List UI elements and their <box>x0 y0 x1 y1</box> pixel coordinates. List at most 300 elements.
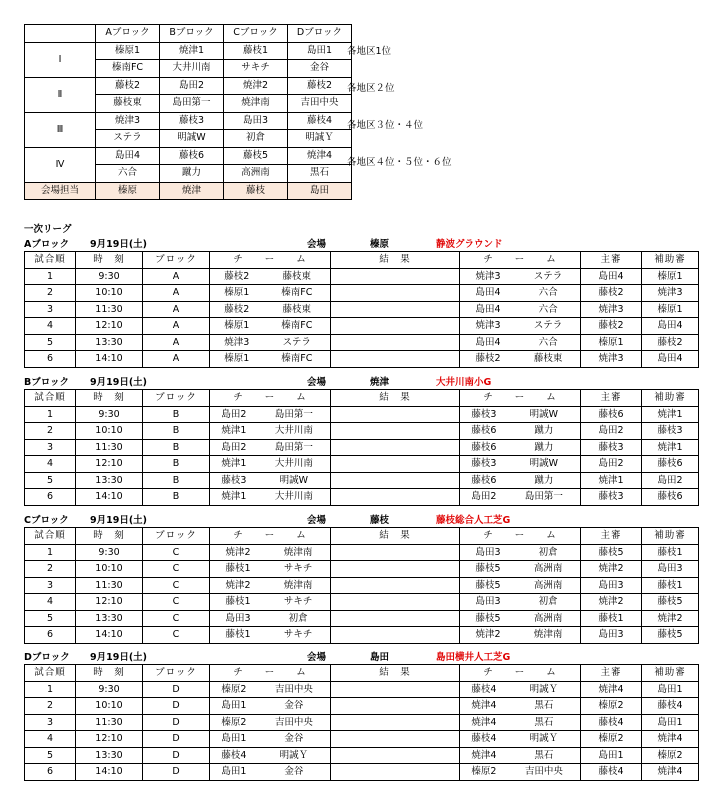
table-row <box>25 681 699 698</box>
block-section <box>24 512 699 644</box>
schedule-header-assistant: 補助審 <box>642 528 699 545</box>
result-cell <box>331 714 396 731</box>
summary-team-cell: 島田第一 <box>160 95 224 113</box>
block-title: Cブロック <box>24 515 69 526</box>
section-date: 9月19日(土) <box>90 515 148 526</box>
away-team-cell: 明誠Ｙ <box>508 731 581 748</box>
match-block-cell: C <box>143 544 210 561</box>
summary-team-cell: サキチ <box>224 60 288 78</box>
match-block-cell: C <box>143 577 210 594</box>
assistant-referee-cell: 榛原2 <box>642 747 699 764</box>
home-team-cell: 島田2 <box>210 406 258 423</box>
match-time-cell: 9:30 <box>76 544 143 561</box>
away-team-cell: 榛原2 <box>460 764 508 781</box>
home-team-cell: 焼津南 <box>266 544 330 561</box>
away-team-cell: 明誠W <box>508 456 581 473</box>
home-team-cell: 金谷 <box>258 731 331 748</box>
table-row <box>25 351 699 368</box>
match-block-cell: D <box>143 764 210 781</box>
ground-name: 静波グラウンド <box>436 239 503 250</box>
match-block-cell: B <box>143 439 210 456</box>
summary-team-cell: 藤枝6 <box>160 147 224 165</box>
match-block-cell: A <box>143 285 210 302</box>
referee-cell: 焼津3 <box>581 351 642 368</box>
result-cell <box>331 318 396 335</box>
away-team-cell: 六合 <box>516 285 580 302</box>
assistant-referee-cell: 榛原1 <box>642 268 699 285</box>
summary-team-cell: 吉田中央 <box>288 95 352 113</box>
match-order-cell: 4 <box>25 318 76 335</box>
away-team-cell: 藤枝東 <box>516 351 580 368</box>
schedule-table <box>24 527 699 644</box>
match-order-cell: 1 <box>25 544 76 561</box>
home-team-cell: 明誠W <box>258 472 331 489</box>
table-row <box>25 489 699 506</box>
schedule-header-row <box>25 528 699 545</box>
schedule-header-team: チ ー ム <box>210 528 331 545</box>
away-team-cell: 六合 <box>516 301 580 318</box>
venue-label: 会場 <box>307 515 327 526</box>
home-team-cell: 藤枝2 <box>210 301 264 318</box>
ground-name: 大井川南小G <box>436 377 492 388</box>
summary-team-cell: 藤枝5 <box>224 147 288 165</box>
result-cell <box>331 698 396 715</box>
home-team-cell: 焼津南 <box>266 577 330 594</box>
ground-name: 藤枝総合人工芝G <box>436 515 511 526</box>
home-team-cell: 藤枝東 <box>264 301 331 318</box>
result-cell <box>395 489 460 506</box>
schedule-header-referee: 主審 <box>581 252 642 269</box>
referee-cell: 藤枝6 <box>581 406 642 423</box>
match-order-cell: 3 <box>25 577 76 594</box>
match-order-cell: 3 <box>25 439 76 456</box>
schedule-header-referee: 主審 <box>581 665 642 682</box>
schedule-header-time: 時 刻 <box>76 390 143 407</box>
assistant-referee-cell: 藤枝3 <box>642 423 699 440</box>
home-team-cell: 吉田中央 <box>258 714 331 731</box>
away-team-cell: 焼津3 <box>460 268 517 285</box>
result-cell <box>395 714 460 731</box>
home-team-cell: 榛南FC <box>264 285 331 302</box>
referee-cell: 島田2 <box>581 423 642 440</box>
summary-team-cell: 焼津4 <box>288 147 352 165</box>
match-time-cell: 10:10 <box>76 561 143 578</box>
result-cell <box>395 285 460 302</box>
match-order-cell: 1 <box>25 681 76 698</box>
assistant-referee-cell: 島田2 <box>642 472 699 489</box>
summary-team-cell: 藤枝2 <box>288 77 352 95</box>
summary-team-cell: 焼津3 <box>96 112 160 130</box>
schedule-header-referee: 主審 <box>581 390 642 407</box>
summary-team-cell: 藤枝2 <box>96 77 160 95</box>
schedule-header-block: ブロック <box>143 528 210 545</box>
summary-team-cell: 蹴力 <box>160 165 224 183</box>
summary-block-header: Dブロック <box>288 25 352 43</box>
referee-cell: 藤枝4 <box>581 714 642 731</box>
home-team-cell: 島田2 <box>210 439 258 456</box>
referee-cell: 榛原1 <box>581 334 642 351</box>
section-header <box>24 512 699 527</box>
home-team-cell: 島田1 <box>210 731 258 748</box>
match-time-cell: 12:10 <box>76 456 143 473</box>
table-row <box>25 439 699 456</box>
home-team-cell: 大井川南 <box>258 423 331 440</box>
away-team-cell: 高洲南 <box>516 561 580 578</box>
venue-cell: 榛原 <box>96 182 160 200</box>
schedule-header-order: 試合順 <box>25 665 76 682</box>
away-team-cell: 島田2 <box>460 489 508 506</box>
table-row <box>25 698 699 715</box>
schedule-header-order: 試合順 <box>25 528 76 545</box>
venue-name: 島田 <box>370 652 390 663</box>
home-team-cell: サキチ <box>266 561 330 578</box>
summary-team-cell: 明誠Ｙ <box>288 130 352 148</box>
table-row <box>25 561 699 578</box>
result-cell <box>395 456 460 473</box>
away-team-cell: 島田4 <box>460 301 517 318</box>
away-team-cell: 藤枝6 <box>460 439 508 456</box>
home-team-cell: 金谷 <box>258 698 331 715</box>
match-block-cell: D <box>143 714 210 731</box>
away-team-cell: 藤枝6 <box>460 472 508 489</box>
match-order-cell: 4 <box>25 594 76 611</box>
table-row <box>25 577 699 594</box>
away-team-cell: 明誠Ｙ <box>508 681 581 698</box>
assistant-referee-cell: 藤枝6 <box>642 456 699 473</box>
home-team-cell: 吉田中央 <box>258 681 331 698</box>
match-block-cell: D <box>143 681 210 698</box>
summary-team-cell: 島田4 <box>96 147 160 165</box>
schedule-header-team: チ ー ム <box>210 665 331 682</box>
away-team-cell: 島田第一 <box>508 489 581 506</box>
referee-cell: 焼津2 <box>581 561 642 578</box>
schedule-header-row <box>25 390 699 407</box>
match-order-cell: 2 <box>25 698 76 715</box>
result-cell <box>331 301 396 318</box>
summary-team-cell: 黒石 <box>288 165 352 183</box>
table-row <box>25 423 699 440</box>
referee-cell: 焼津2 <box>581 594 642 611</box>
result-cell <box>395 423 460 440</box>
match-time-cell: 12:10 <box>76 594 143 611</box>
table-row <box>25 764 699 781</box>
section-date: 9月19日(土) <box>90 377 148 388</box>
result-cell <box>395 301 460 318</box>
match-order-cell: 6 <box>25 764 76 781</box>
schedule-header-team2: チ ー ム <box>460 528 581 545</box>
block-section <box>24 649 699 781</box>
home-team-cell: 藤枝4 <box>210 747 258 764</box>
match-block-cell: D <box>143 698 210 715</box>
match-order-cell: 4 <box>25 456 76 473</box>
match-order-cell: 5 <box>25 610 76 627</box>
home-team-cell: 明誠Ｙ <box>258 747 331 764</box>
away-team-cell: 島田4 <box>460 285 517 302</box>
table-row <box>25 334 699 351</box>
summary-group-label: Ⅳ <box>25 147 96 182</box>
summary-block-header: Aブロック <box>96 25 160 43</box>
home-team-cell: ステラ <box>264 334 331 351</box>
home-team-cell: 金谷 <box>258 764 331 781</box>
away-team-cell: 島田3 <box>460 544 517 561</box>
away-team-cell: 焼津南 <box>516 627 580 644</box>
match-order-cell: 1 <box>25 406 76 423</box>
away-team-cell: 藤枝4 <box>460 681 508 698</box>
section-header <box>24 374 699 389</box>
summary-team-cell: 藤枝3 <box>160 112 224 130</box>
away-team-cell: 焼津3 <box>460 318 517 335</box>
home-team-cell: 榛原2 <box>210 681 258 698</box>
away-team-cell: 藤枝5 <box>460 561 517 578</box>
home-team-cell: 榛原1 <box>210 285 264 302</box>
home-team-cell: 榛南FC <box>264 351 331 368</box>
home-team-cell: 藤枝東 <box>264 268 331 285</box>
match-block-cell: A <box>143 318 210 335</box>
home-team-cell: サキチ <box>266 627 330 644</box>
assistant-referee-cell: 島田3 <box>642 561 699 578</box>
section-header <box>24 649 699 664</box>
schedule-header-result: 結 果 <box>331 252 460 269</box>
schedule-header-assistant: 補助審 <box>642 390 699 407</box>
match-time-cell: 11:30 <box>76 714 143 731</box>
ground-name: 島田横井人工芝G <box>436 652 511 663</box>
result-cell <box>331 439 396 456</box>
home-team-cell: 島田1 <box>210 698 258 715</box>
result-cell <box>395 731 460 748</box>
result-cell <box>395 764 460 781</box>
summary-row <box>25 147 352 165</box>
summary-corner-cell <box>25 25 96 43</box>
result-cell <box>331 456 396 473</box>
match-order-cell: 5 <box>25 334 76 351</box>
summary-team-cell: 金谷 <box>288 60 352 78</box>
away-team-cell: 高洲南 <box>516 577 580 594</box>
summary-team-cell: 藤枝4 <box>288 112 352 130</box>
assistant-referee-cell: 焼津4 <box>642 764 699 781</box>
away-team-cell: 焼津4 <box>460 698 508 715</box>
match-time-cell: 11:30 <box>76 439 143 456</box>
home-team-cell: 焼津1 <box>210 456 258 473</box>
schedule-header-assistant: 補助審 <box>642 252 699 269</box>
schedule-header-team2: チ ー ム <box>460 665 581 682</box>
result-cell <box>331 489 396 506</box>
home-team-cell: 藤枝1 <box>210 627 267 644</box>
result-cell <box>331 747 396 764</box>
result-cell <box>331 627 396 644</box>
table-row <box>25 472 699 489</box>
venue-label: 会場 <box>307 377 327 388</box>
venue-cell: 藤枝 <box>224 182 288 200</box>
match-time-cell: 14:10 <box>76 627 143 644</box>
assistant-referee-cell: 藤枝1 <box>642 577 699 594</box>
home-team-cell: 島田第一 <box>258 406 331 423</box>
match-block-cell: D <box>143 747 210 764</box>
result-cell <box>395 747 460 764</box>
summary-team-cell: 島田3 <box>224 112 288 130</box>
home-team-cell: 藤枝1 <box>210 561 267 578</box>
away-team-cell: 六合 <box>516 334 580 351</box>
away-team-cell: 焼津4 <box>460 747 508 764</box>
referee-cell: 藤枝5 <box>581 544 642 561</box>
schedule-table <box>24 251 699 368</box>
schedule-header-team: チ ー ム <box>210 390 331 407</box>
away-team-cell: 蹴力 <box>508 423 581 440</box>
table-row <box>25 268 699 285</box>
summary-team-cell: 焼津1 <box>160 42 224 60</box>
group-note: 各地区３位・４位 <box>347 120 424 131</box>
match-block-cell: A <box>143 268 210 285</box>
match-time-cell: 13:30 <box>76 747 143 764</box>
result-cell <box>395 439 460 456</box>
schedule-header-team: チ ー ム <box>210 252 331 269</box>
summary-group-label: Ⅲ <box>25 112 96 147</box>
assistant-referee-cell: 藤枝6 <box>642 489 699 506</box>
result-cell <box>395 577 460 594</box>
summary-team-cell: 明誠W <box>160 130 224 148</box>
table-row <box>25 747 699 764</box>
home-team-cell: 藤枝1 <box>210 594 267 611</box>
referee-cell: 島田3 <box>581 627 642 644</box>
match-block-cell: C <box>143 561 210 578</box>
match-order-cell: 2 <box>25 285 76 302</box>
result-cell <box>395 610 460 627</box>
referee-cell: 島田4 <box>581 268 642 285</box>
home-team-cell: 初倉 <box>266 610 330 627</box>
schedule-header-row <box>25 665 699 682</box>
result-cell <box>395 594 460 611</box>
result-cell <box>331 561 396 578</box>
match-order-cell: 1 <box>25 268 76 285</box>
away-team-cell: 明誠W <box>508 406 581 423</box>
result-cell <box>331 334 396 351</box>
block-section <box>24 236 699 368</box>
assistant-referee-cell: 島田1 <box>642 714 699 731</box>
referee-cell: 焼津3 <box>581 301 642 318</box>
summary-team-cell: 六合 <box>96 165 160 183</box>
result-cell <box>331 577 396 594</box>
away-team-cell: 焼津4 <box>460 714 508 731</box>
schedule-header-block: ブロック <box>143 665 210 682</box>
result-cell <box>395 681 460 698</box>
group-note: 各地区４位・５位・６位 <box>347 157 452 168</box>
match-time-cell: 10:10 <box>76 698 143 715</box>
schedule-table <box>24 389 699 506</box>
result-cell <box>395 561 460 578</box>
match-time-cell: 11:30 <box>76 577 143 594</box>
summary-group-label: Ⅰ <box>25 42 96 77</box>
match-time-cell: 14:10 <box>76 489 143 506</box>
match-time-cell: 13:30 <box>76 334 143 351</box>
referee-cell: 藤枝1 <box>581 610 642 627</box>
match-block-cell: B <box>143 456 210 473</box>
match-block-cell: D <box>143 731 210 748</box>
match-block-cell: C <box>143 627 210 644</box>
match-time-cell: 14:10 <box>76 764 143 781</box>
summary-team-cell: 榛南FC <box>96 60 160 78</box>
section-date: 9月19日(土) <box>90 239 148 250</box>
result-cell <box>331 594 396 611</box>
match-time-cell: 9:30 <box>76 268 143 285</box>
venue-cell: 焼津 <box>160 182 224 200</box>
schedule-header-team2: チ ー ム <box>460 390 581 407</box>
table-row <box>25 318 699 335</box>
block-assignment-table <box>24 24 352 200</box>
result-cell <box>395 627 460 644</box>
away-team-cell: 蹴力 <box>508 439 581 456</box>
assistant-referee-cell: 島田4 <box>642 318 699 335</box>
match-block-cell: B <box>143 489 210 506</box>
away-team-cell: ステラ <box>516 268 580 285</box>
match-time-cell: 12:10 <box>76 731 143 748</box>
assistant-referee-cell: 焼津1 <box>642 406 699 423</box>
group-note: 各地区1位 <box>347 46 392 57</box>
match-order-cell: 2 <box>25 561 76 578</box>
table-row <box>25 544 699 561</box>
referee-cell: 榛原2 <box>581 698 642 715</box>
away-team-cell: 黒石 <box>508 747 581 764</box>
match-block-cell: B <box>143 472 210 489</box>
match-time-cell: 10:10 <box>76 423 143 440</box>
home-team-cell: 焼津1 <box>210 423 258 440</box>
assistant-referee-cell: 焼津2 <box>642 610 699 627</box>
league-title: 一次リーグ <box>24 224 72 235</box>
result-cell <box>395 406 460 423</box>
summary-team-cell: 藤枝東 <box>96 95 160 113</box>
assistant-referee-cell: 藤枝1 <box>642 544 699 561</box>
schedule-header-time: 時 刻 <box>76 528 143 545</box>
assistant-referee-cell: 島田1 <box>642 681 699 698</box>
schedule-header-time: 時 刻 <box>76 252 143 269</box>
venue-label: 会場 <box>307 239 327 250</box>
summary-team-cell: 藤枝1 <box>224 42 288 60</box>
away-team-cell: 黒石 <box>508 714 581 731</box>
block-title: Aブロック <box>24 239 70 250</box>
result-cell <box>331 544 396 561</box>
referee-cell: 島田1 <box>581 747 642 764</box>
away-team-cell: 初倉 <box>516 544 580 561</box>
home-team-cell: 島田1 <box>210 764 258 781</box>
match-order-cell: 6 <box>25 351 76 368</box>
referee-cell: 島田2 <box>581 456 642 473</box>
summary-group-label: Ⅱ <box>25 77 96 112</box>
assistant-referee-cell: 藤枝5 <box>642 594 699 611</box>
match-time-cell: 13:30 <box>76 610 143 627</box>
venue-name: 焼津 <box>370 377 390 388</box>
away-team-cell: 吉田中央 <box>508 764 581 781</box>
summary-block-header: Bブロック <box>160 25 224 43</box>
away-team-cell: 藤枝2 <box>460 351 517 368</box>
result-cell <box>331 423 396 440</box>
home-team-cell: 藤枝3 <box>210 472 258 489</box>
home-team-cell: 焼津3 <box>210 334 264 351</box>
away-team-cell: 黒石 <box>508 698 581 715</box>
match-block-cell: C <box>143 594 210 611</box>
away-team-cell: 藤枝5 <box>460 610 517 627</box>
group-note: 各地区２位 <box>347 83 395 94</box>
schedule-header-result: 結 果 <box>331 665 460 682</box>
schedule-header-order: 試合順 <box>25 390 76 407</box>
table-row <box>25 285 699 302</box>
referee-cell: 藤枝2 <box>581 285 642 302</box>
home-team-cell: サキチ <box>266 594 330 611</box>
referee-cell: 藤枝3 <box>581 489 642 506</box>
match-time-cell: 9:30 <box>76 406 143 423</box>
table-row <box>25 731 699 748</box>
block-title: Bブロック <box>24 377 70 388</box>
summary-row <box>25 112 352 130</box>
summary-team-cell: 初倉 <box>224 130 288 148</box>
away-team-cell: 蹴力 <box>508 472 581 489</box>
